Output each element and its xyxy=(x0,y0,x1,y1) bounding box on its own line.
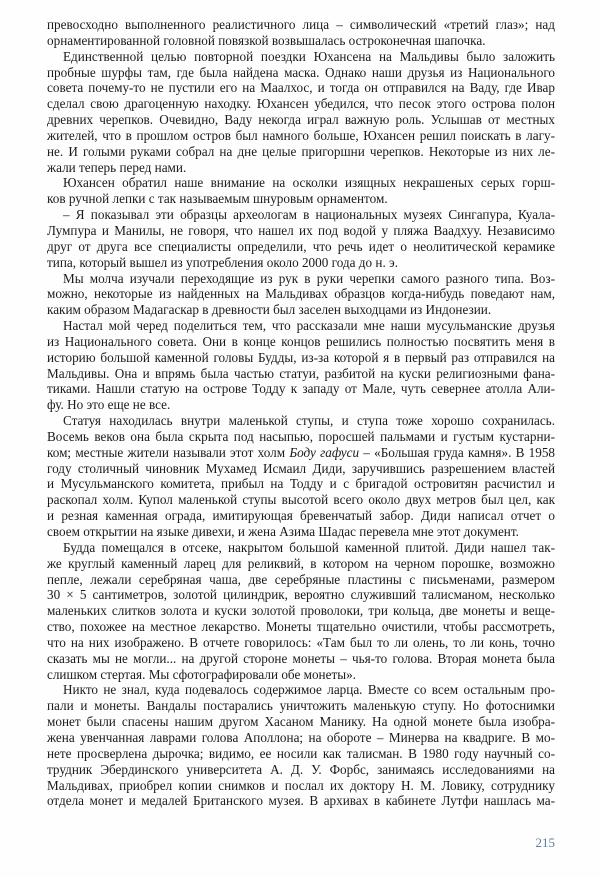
text-line: Мальдивах, приобрел копии снимков и послал их доктору Н. М. Ловику, сотруднику xyxy=(47,777,555,793)
text-line: превосходно выполненного реалистичного лица – символический «третий глаз»; над xyxy=(47,17,555,32)
paragraph xyxy=(47,175,555,207)
text-line: можно, некоторые из найденных на Мальдивах образцов когда-нибудь поведают нам, xyxy=(47,286,555,302)
text-line: же круглый каменный ларец для реликвий, в котором на черном порошке, возможно xyxy=(47,555,555,571)
text-line: трудник Эбердинского университета А. Д. У. Форбс, занимаясь исследованиями на xyxy=(47,761,555,777)
text-line: Настал мой черед поделиться тем, что рассказали мне наши мусульманские друзья xyxy=(63,318,555,334)
text-line: 30 × 5 сантиметров, золотой цилиндрик, вероятно служивший талисманом, несколько xyxy=(47,587,555,603)
paragraph xyxy=(47,318,555,413)
text-line: Мы молча изучали переходящие из рук в руки черепки самого разного типа. Воз- xyxy=(63,270,555,286)
text-line: друг от друга все специалисты определили, что речь идет о неолитической керамике xyxy=(47,238,555,254)
text-line: пробные шурфы там, где была найдена маска. Однако наши друзья из Национального xyxy=(47,64,555,80)
text-line: совета почему-то не пустили его на Маалхос, и тогда он отправился на Ваду, где Ивар xyxy=(47,80,555,96)
body-text xyxy=(47,17,555,809)
text-line: своем открытии на языке дивехи, и жена Азима Шадас перевела мне этот документ. xyxy=(47,524,519,539)
text-segment: – «Большая груда камня». В 1958 xyxy=(359,444,556,460)
text-line: и резная каменная ограда, имитирующая бревенчатый забор. Диди написал отчет о xyxy=(47,508,555,524)
text-line: ство, похожее на местное лекарство. Монеты тщательно очистили, чтобы рассмотреть, xyxy=(47,619,555,635)
text-line: жена увенчанная лаврами голова Аполлона; на обороте – Минерва на квадриге. В мо- xyxy=(47,729,555,745)
text-line: древних черепков. Очевидно, Ваду некогда играл важную роль. Услышав от местных xyxy=(47,112,555,128)
text-line: жителей, что в прошлом остров был намного больше, Юхансен решил поискать в лагу- xyxy=(47,127,555,143)
italic-term: Боду гафуси xyxy=(289,444,360,460)
text-line: пали и монеты. Вандалы постарались уничтожить маленькую ступу. Но фотоснимки xyxy=(47,698,555,714)
text-line: Будда помещался в отсеке, накрытом большой каменной плитой. Диди нашел так- xyxy=(63,539,555,555)
paragraph xyxy=(47,413,555,540)
text-line: Мальдивы. Она и впрямь была частью статуи, разбитой на куски религиозными фана- xyxy=(47,365,555,381)
text-line: сделал свою драгоценную находку. Юхансен убедился, что песок этого острова полон xyxy=(47,96,555,112)
page-number: 215 xyxy=(535,835,555,850)
text-line xyxy=(47,445,555,461)
text-line: отдела монет и медалей Британского музея. В архивах в кабинете Лутфи нашлась ма- xyxy=(47,793,555,809)
text-line: Юхансен обратил наше внимание на осколки изящных некрашеных серых горш- xyxy=(63,175,555,191)
text-line: жали теперь перед нами. xyxy=(47,159,187,175)
paragraph xyxy=(47,271,555,319)
text-line: маленьких слитков золота и куски золотой проволоки, три кольца, две монеты и веще- xyxy=(47,603,555,619)
text-line: Восемь веков она была скрыта под насыпью, поросшей пальмами и густым кустарни- xyxy=(47,428,555,444)
text-line: слишком стертая. Мы сфотографировали обе монеты». xyxy=(47,666,356,682)
text-line: монет были спасены нашим другом Хасаном Манику. На одной монете была изобра- xyxy=(47,714,555,730)
text-line: из Национального совета. Они в конце концов решились полностью посвятить меня в xyxy=(47,333,555,349)
text-line: каким образом Мадагаскар в древности был заселен выходцами из Индонезии. xyxy=(47,302,492,318)
text-line: раскопал холм. Купол маленькой ступы высотой всего около двух метров был цел, как xyxy=(47,492,555,508)
paragraph xyxy=(47,17,555,49)
text-line: Статуя находилась внутри маленькой ступы, и ступа тоже хорошо сохранилась. xyxy=(63,413,555,429)
text-line: фу. Но это еще не все. xyxy=(47,397,171,413)
paragraph xyxy=(47,540,555,683)
text-line: орнаментированной головной повязкой возвышалась остроконечная шапочка. xyxy=(47,32,486,48)
text-line: сказать мы не могли... на другой стороне монеты – чья-то голова. Вторая монета была xyxy=(47,650,555,666)
text-line: нете просверлена дырочка; видимо, ее носили как талисман. В 1980 году научный со- xyxy=(47,745,555,761)
text-line: историю большой каменной головы Будды, из-за которой я в первый раз отправился на xyxy=(47,349,555,365)
text-line: году столичный чиновник Мухамед Исмаил Диди, заручившись разрешением властей xyxy=(47,460,555,476)
text-segment: ком; местные жители называли этот холм xyxy=(47,444,290,460)
text-line: – Я показывал эти образцы археологам в национальных музеях Сингапура, Куала- xyxy=(63,207,555,223)
paragraph xyxy=(47,682,555,809)
text-line: типа, который вышел из употребления около 2000 года до н. э. xyxy=(47,254,398,270)
text-line: что на них изображено. В отчете говорилось: «Там был то ли олень, то ли конь, точно xyxy=(47,634,555,650)
paragraph xyxy=(47,207,555,270)
text-line: Лумпура и Манилы, не говоря, что нашел их под водой у пляжа Ваадхуу. Независимо xyxy=(47,222,555,238)
text-line: Единственной целью повторной поездки Юхансена на Мальдивы было заложить xyxy=(63,48,555,64)
text-line: и Мусульманского комитета, прибыл на Тодду и с бригадой островитян расчистил и xyxy=(47,476,555,492)
text-line: ков ручной лепки с так называемым шнуровым орнаментом. xyxy=(47,191,388,207)
text-line: тиками. Нашли статую на острове Тодду к западу от Мале, чуть севернее атолла Али- xyxy=(47,381,555,397)
text-line: Никто не знал, куда подевалось содержимое ларца. Вместе со всем остальным про- xyxy=(63,682,555,698)
text-line: не. И голыми руками собрал на дне целые пригоршни черепков. Некоторые из них ле- xyxy=(47,143,555,159)
text-line: пепле, лежали серебряная чаша, две серебряные пластины с письменами, размером xyxy=(47,571,555,587)
paragraph xyxy=(47,49,555,176)
